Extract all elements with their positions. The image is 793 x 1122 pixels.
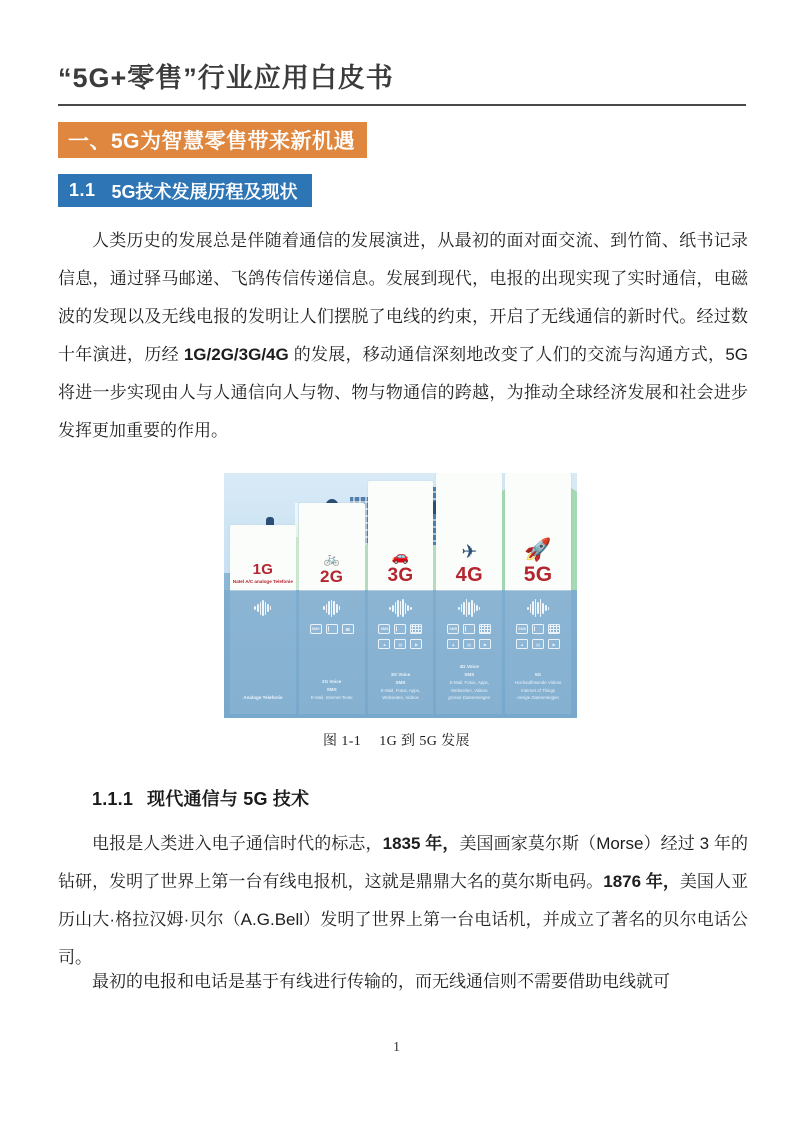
generation-panel-2g	[299, 590, 365, 714]
panel-caption-1g	[240, 694, 285, 702]
page-icon: ▤	[532, 639, 544, 649]
paragraph-intro-part-b: 的发展，移动通信深刻地改变了人们的交流与沟通方式，5G 将进一步实现由人与人通信向人与物、物与物通信的跨越，为推动全球经济发展和社会进步发挥更加重要的作用。	[58, 345, 748, 440]
generation-panel-1g	[230, 590, 296, 714]
panel-line-4g-2: Webseiten, Videos	[451, 687, 488, 693]
photo-icon: ▲	[447, 639, 459, 649]
icon-row-3g-second	[378, 639, 422, 650]
generation-panel-3g	[368, 590, 434, 714]
signal-wave-icon-3g	[389, 599, 411, 617]
generation-panel-4g	[436, 590, 502, 714]
airplane-icon: ✈	[461, 542, 478, 563]
section-heading-level-3	[92, 785, 309, 811]
generation-card-3g	[368, 481, 434, 590]
panel-title-5g: 5G	[535, 671, 542, 677]
panel-caption-3g	[378, 671, 423, 702]
page-icon: ▤	[463, 639, 475, 649]
section-heading-level-2	[58, 174, 312, 207]
generation-card-4g	[436, 473, 502, 590]
figure-column-2g	[299, 473, 365, 714]
qr-code-icon	[548, 624, 560, 634]
sms-icon: SMS	[516, 624, 528, 634]
figure-caption	[0, 730, 793, 750]
figure-column-3g	[368, 473, 434, 714]
photo-icon: ▲	[516, 639, 528, 649]
paragraph-telegraph-part-c: 美国人亚历山大·格拉汉姆·贝尔（A.G.Bell）发明了世界上第一台电话机，并成立了著名的贝尔电话公司。	[58, 872, 749, 967]
panel-sms-3g: SMS	[395, 679, 406, 685]
panel-line-5g-2: Internet of Things	[521, 687, 556, 693]
page-title: “5G+零售”行业应用白皮书	[58, 63, 394, 93]
paragraph-intro-emphasis: 1G/2G/3G/4G	[183, 345, 289, 364]
video-icon: ▶	[479, 639, 491, 649]
generation-card-1g	[230, 525, 296, 590]
paragraph-intro	[58, 222, 748, 450]
envelope-icon	[394, 624, 406, 634]
qr-code-icon	[479, 624, 491, 634]
phone-icon: ☎	[342, 624, 354, 634]
paragraph-telegraph-part-b: 美国画家莫尔斯（Morse）经过 3 年的钻研，发明了世界上第一台有线电报机，这就是鼎鼎大名的莫尔斯电码。	[58, 834, 748, 891]
panel-line-4g-1: E-Mail, Fotos, Apps,	[449, 679, 489, 685]
generation-label-1g: 1G	[252, 560, 274, 578]
paragraph-intro-part-a: 人类历史的发展总是伴随着通信的发展演进，从最初的面对面交流、到竹简、纸书记录信息，通过驿马邮递、飞鸽传信传递信息。发展到现代，电报的出现实现了实时通信，电磁波的发现以及无线电报的发明让人们摆脱了电线的约束，开启了无线通信的新时代。经过数十年演进，历经	[58, 231, 748, 364]
qr-code-icon	[410, 624, 422, 634]
envelope-icon	[463, 624, 475, 634]
sms-icon: SMS	[310, 624, 322, 634]
panel-title-1g: Analoge Telefonie	[243, 694, 283, 700]
signal-wave-icon-1g	[254, 599, 271, 617]
paragraph-wireless-text: 最初的电报和电话是基于有线进行传输的，而无线通信则不需要借助电线就可	[92, 972, 670, 991]
paragraph-telegraph-year-1876: 1876 年，	[603, 872, 680, 891]
generation-sublabel-1g: Natel A/C analoge Telefonie	[232, 578, 293, 584]
signal-wave-icon-5g	[527, 599, 549, 617]
icon-row-4g-second	[447, 639, 491, 650]
icon-row-5g-second	[516, 639, 560, 650]
envelope-icon	[532, 624, 544, 634]
panel-line-3g-2: Webseiten, Videos	[382, 695, 419, 701]
sms-icon: SMS	[447, 624, 459, 634]
generation-card-5g	[505, 473, 571, 590]
icon-row-4g	[447, 624, 491, 635]
figure-column-5g	[505, 473, 571, 714]
panel-caption-2g	[308, 678, 356, 702]
envelope-icon	[326, 624, 338, 634]
signal-wave-icon-2g	[323, 599, 340, 617]
bicycle-icon: 🚲	[323, 551, 340, 566]
signal-wave-icon-4g	[458, 599, 480, 617]
generation-card-2g	[299, 503, 365, 590]
panel-line-5g-1: Hochauflösende Videos	[514, 679, 562, 685]
figure-caption-label: 图 1-1	[323, 734, 362, 749]
icon-row-2g	[310, 624, 354, 635]
section-heading-level-2-label: 5G技术发展历程及现状	[111, 181, 298, 202]
panel-sms-4g: SMS	[464, 671, 475, 677]
paragraph-wireless	[58, 963, 748, 1001]
video-icon: ▶	[548, 639, 560, 649]
section-heading-level-2-number: 1.1	[69, 180, 96, 200]
panel-italic-4g: grosse Datenmengen	[448, 695, 491, 701]
panel-caption-5g	[512, 671, 564, 702]
figure-canvas	[224, 473, 577, 718]
page-icon: ▤	[394, 639, 406, 649]
panel-title-3g: 3G Voice	[390, 671, 411, 677]
panel-italic-5g: riesige Datenmengen	[517, 695, 559, 701]
figure-columns	[224, 473, 577, 718]
video-icon: ▶	[410, 639, 422, 649]
figure-column-4g	[436, 473, 502, 714]
panel-line-3g-1: E-Mail, Fotos, Apps,	[380, 687, 421, 693]
car-icon: 🚗	[391, 548, 410, 564]
figure-caption-text: 1G 到 5G 发展	[379, 734, 470, 749]
title-divider	[58, 104, 746, 106]
generation-label-2g: 2G	[320, 567, 344, 586]
panel-title-2g: 2G Voice	[322, 679, 342, 685]
panel-caption-4g	[445, 663, 493, 702]
photo-icon: ▲	[378, 639, 390, 649]
section-heading-level-3-label: 现代通信与 5G 技术	[147, 789, 310, 809]
paragraph-telegraph	[58, 825, 748, 977]
generation-label-5g: 5G	[523, 563, 553, 586]
figure-1g-to-5g	[224, 473, 577, 718]
panel-line-2g-1: E-Mail, Internet-Texte	[310, 695, 353, 701]
paragraph-telegraph-part-a: 电报是人类进入电子通信时代的标志，	[92, 834, 383, 853]
rocket-icon: 🚀	[524, 537, 552, 562]
panel-title-4g: 4G Voice	[459, 663, 479, 669]
generation-label-3g: 3G	[387, 565, 414, 586]
generation-panel-5g	[505, 590, 571, 714]
icon-row-5g	[516, 624, 560, 635]
paragraph-telegraph-year-1835: 1835 年，	[382, 834, 460, 853]
figure-column-1g	[230, 473, 296, 714]
generation-label-4g: 4G	[455, 564, 483, 586]
section-heading-level-1	[58, 122, 367, 158]
sms-icon: SMS	[378, 624, 390, 634]
page-number: 1	[393, 1040, 400, 1055]
panel-sms-2g: SMS	[326, 687, 337, 693]
section-heading-level-1-label: 一、5G为智慧零售带来新机遇	[68, 130, 356, 153]
section-heading-level-3-number: 1.1.1	[92, 789, 134, 809]
icon-row-3g	[378, 624, 422, 635]
